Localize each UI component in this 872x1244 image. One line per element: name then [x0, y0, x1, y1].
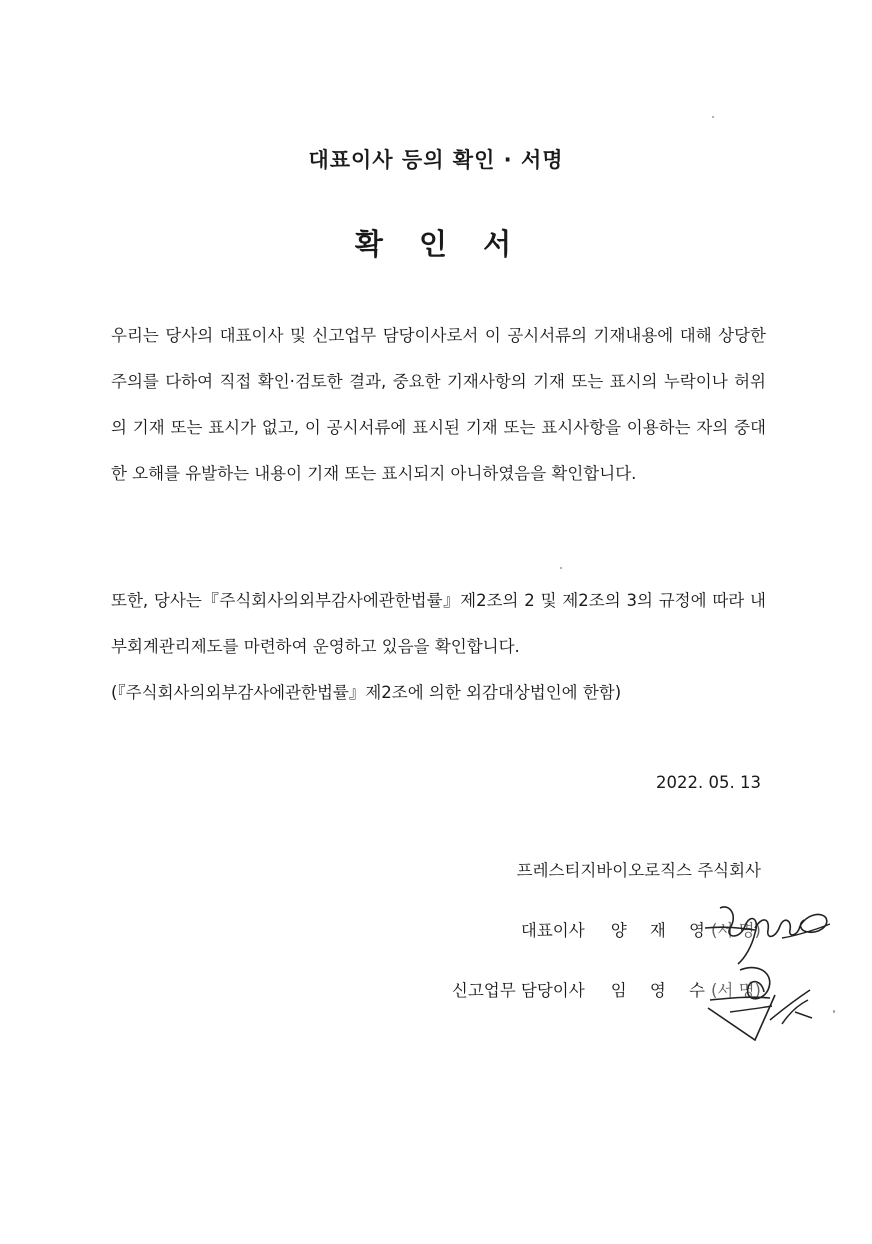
signature-placeholder: (서 명) — [711, 921, 761, 940]
signer-name: 임 영 수 — [610, 981, 705, 1000]
signer-role: 대표이사 — [520, 921, 585, 940]
signer-role: 신고업무 담당이사 — [451, 981, 585, 1000]
signer-reporting-director — [452, 976, 761, 1006]
company-name: 프레스티지바이오로직스 주식회사 — [516, 861, 761, 880]
scan-speck — [833, 1010, 835, 1013]
scope-note: (『주식회사의외부감사에관한법률』제2조에 의한 외감대상법인에 한함) — [111, 683, 622, 702]
document-title: 확 인 서 — [354, 227, 518, 261]
scan-speck — [560, 567, 562, 569]
signer-name: 양 재 영 — [610, 921, 705, 940]
signature-placeholder: (서 명) — [711, 981, 761, 1000]
scan-speck — [712, 116, 714, 118]
internal-control-paragraph: 또한, 당사는『주식회사의외부감사에관한법률』제2조의 2 및 제2조의 3의 규정에 따라 내부회계관리제도를 마련하여 운영하고 있음을 확인합니다. — [111, 591, 766, 656]
page-header-title: 대표이사 등의 확인 · 서명 — [308, 148, 564, 172]
confirmation-paragraph: 우리는 당사의 대표이사 및 신고업무 담당이사로서 이 공시서류의 기재내용에 대해 상당한 주의를 다하여 직접 확인·검토한 결과, 중요한 기재사항의 기재 또는 표시의 누락이나 허위의 기재 또는 표시가 없고, 이 공시서류에 표시된 기재 또는 표시사항을 이용하는 자의 중대한 오해를 유발하는 내용이 기재 또는 표시되지 아니하였음을 확인합니다. — [111, 326, 766, 483]
signer-ceo — [521, 916, 761, 946]
document-date: 2022. 05. 13 — [656, 773, 761, 792]
